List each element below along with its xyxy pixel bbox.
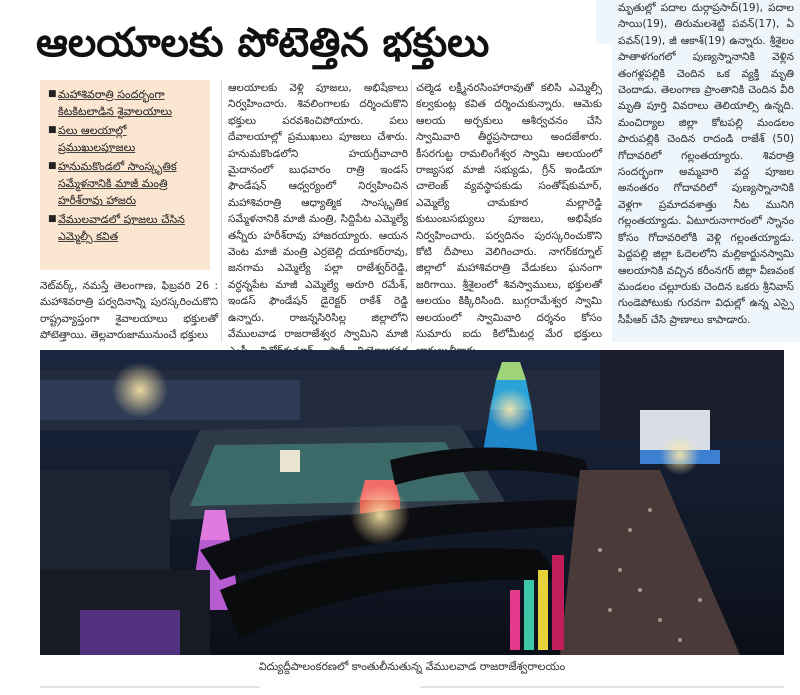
temple-night-photo bbox=[40, 350, 784, 655]
column-3-text: చల్మెడ లక్ష్మీనరసింహారావుతో కలిసి ఎమ్మెల్సీ కల్వకుంట్ల కవిత దర్శించుకున్నారు. ఆమెకు ఆలయ అర్చకులు ఆశీర్వచనం చేసి స్వామివారి తీర్థప్రసాదాలు అందజేశారు. కీసరగుట్ట రామలింగేశ్వర స్వామి ఆలయంలో రాజ్యసభ మాజీ సభ్యుడు, గ్రీన్ ఇండియా చాలెంజ్ వ్యవస్థాపకుడు సంతోష్‌కుమార్, ఎమ్మెల్యే చామకూర మల్లారెడ్డి కుటుంబసభ్యులు పూజలు, అభిషేకం నిర్వహించారు. పర్వదినం పురస్కరించుకొని కోటి దీపాలు వెలిగించారు. నాగర్‌కర్నూల్ జిల్లాలో మహాశివరాత్రి వేడుకలు ఘనంగా జరిగాయి. శ్రీశైలంలో శివస్వాములు, భక్తులతో ఆలయం కిక్కిరిసింది. బుగ్గరామేశ్వర స్వామి ఆలయంలో స్వామివారి దర్శనం కోసం సుమారు ఐదు కిలోమీటర్ల మేర భక్తులు bbox=[416, 82, 602, 341]
highlight-text: పలు ఆలయాల్లో ప్రముఖులపూజలు bbox=[58, 124, 136, 154]
bullet-icon: ■ bbox=[48, 161, 57, 171]
highlight-item bbox=[48, 158, 202, 209]
highlights-box bbox=[40, 80, 210, 270]
photo-caption: విద్యుద్దీపాలంకరణలో కాంతులీనుతున్న వేములవాడ రాజరాజేశ్వరాలయం bbox=[258, 660, 566, 673]
bullet-icon: ■ bbox=[48, 214, 57, 224]
article-column-2 bbox=[228, 80, 408, 342]
column-divider bbox=[221, 80, 222, 342]
highlight-item bbox=[48, 86, 202, 120]
highlight-item bbox=[48, 122, 202, 156]
bottom-divider bbox=[40, 686, 260, 688]
bullet-icon: ■ bbox=[48, 89, 57, 99]
bullet-icon: ■ bbox=[48, 125, 57, 135]
highlight-text: వేములవాడలో పూజలు చేసిన ఎమ్మెల్సీ కవిత bbox=[58, 213, 185, 243]
highlight-text: మహాశివరాత్రి సందర్భంగా కిటకిటలాడిన శైవాలయాలు bbox=[58, 88, 173, 118]
article-column-1 bbox=[40, 278, 218, 342]
column-divider bbox=[411, 80, 412, 342]
article-column-3 bbox=[416, 80, 602, 342]
sidebar-column bbox=[612, 0, 800, 342]
column-1-text: నెట్‌వర్క్, నమస్తే తెలంగాణ, ఫిబ్రవరి 26 : మహాశివరాత్రి పర్వదినాన్ని పురస్కరించుకొని రాష్ట్రవ్యాప్తంగా శైవాలయాలు భక్తులతో పోటెత్తాయి. తెల్లవారుజామునుంచే భక్తులు bbox=[40, 280, 218, 342]
photo-illustration bbox=[40, 350, 784, 655]
column-2-text: ఆలయాలకు వెళ్లి పూజలు, అభిషేకాలు నిర్వహించారు. శివలింగాలకు దర్శించుకొని భక్తులు పరవశించిపోయారు. పలు దేవాలయాల్లో ప్రముఖులు పూజలు చేశారు. హనుమకొండలోని హయగ్రీవాచారి మైదానంలో బుధవారం రాత్రి ఇండస్ ఫౌండేషన్ ఆధ్వర్యంలో నిర్వహించిన మహాశివరాత్రి ఆధ్యాత్మిక సాంస్కృతిక సమ్మేళనానికి మాజీ మంత్రి, సిద్దిపేట ఎమ్మెల్యే తన్నీరు హరీశ్‌రావు హాజరయ్యారు. ఆయన వెంట మాజీ మంత్రి ఎర్రబెల్లి దయాకర్‌రావు, జనగామ ఎమ్మెల్యే పల్లా రాజేశ్వర్‌రెడ్డి, వర్ధన్నపేట మాజీ ఎమ్మెల్యే అరూరి రమేశ్, ఇండస్ ఫౌండేషన్ డైరెక్టర్ రాకేశ్ రెడ్డి ఉన్నారు. రాజన్నసిరిసిల్ల జిల్లాలోని వేములవాడ రాజరాజేశ్వర స్వామిని మాజీ bbox=[228, 82, 408, 341]
highlight-text: హనుమకొండలో సాంస్కృతిక సమ్మేళనానికి మాజీ మంత్రి హరీశ్‌రావు హాజరు bbox=[58, 160, 177, 207]
headline: ఆలయాలకు పోటెత్తిన భక్తులు bbox=[36, 20, 490, 66]
highlight-item bbox=[48, 211, 202, 245]
bottom-divider bbox=[420, 686, 784, 688]
sidebar-text: మృతుల్లో పదాల దుర్గాప్రసాద్(19), పదాల సాయి(19), తిరుమలశెట్టి పవన్(17), ఏ పవన్(19), జీ ఆకాశ్(19) ఉన్నారు. శ్రీశైలం పాతాళగంగలో పుణ్యస్నానానికి వెళ్లిన తంగళ్లపల్లికి చెందిన ఒక వ్యక్తి మృతి చెందాడు. తెలంగాణ ప్రాంతానికి చెందిన వీరి మృతి పూర్తి వివరాలు తెలియాల్సి ఉన్నది. మంచిర్యాల జిల్లా కోటపల్లి మండలం పారుపల్లికి చెందిన రాదండి రాజేశ్ (50) గోదావరిలో గల్లంతయ్యారు. శివరాత్రి సందర్భంగా అమ్మవారి వద్ద పూజల అనంతరం గోదావరిలో పుణ్యస్నానానికి వెళ్లగా ప్రమాదవశాత్తు నీట మునిగి గల్లంతయ్యాడు. ఏటూరునాగారంలో స్నానం కోసం గోదావరిలోకి వెళ్లి గల్లంతయ్యాడు. పెద్దపల్లి జిల్లా ఓదెలలోని మల్లికార్జునస్వామి ఆలయానికి వచ్చిన కరీంనగర్ జిల్లా వీణవంక మండలం చల్లూరుకు చెందిన ఒకరు శ్రీనివాస్ గుండెపోటుకు గురవగా విధుల్లో ఉన్న ఎస్సై సీపీఆర్ చేసి ప్రాణాలు కాపాడారు. bbox=[618, 2, 794, 326]
